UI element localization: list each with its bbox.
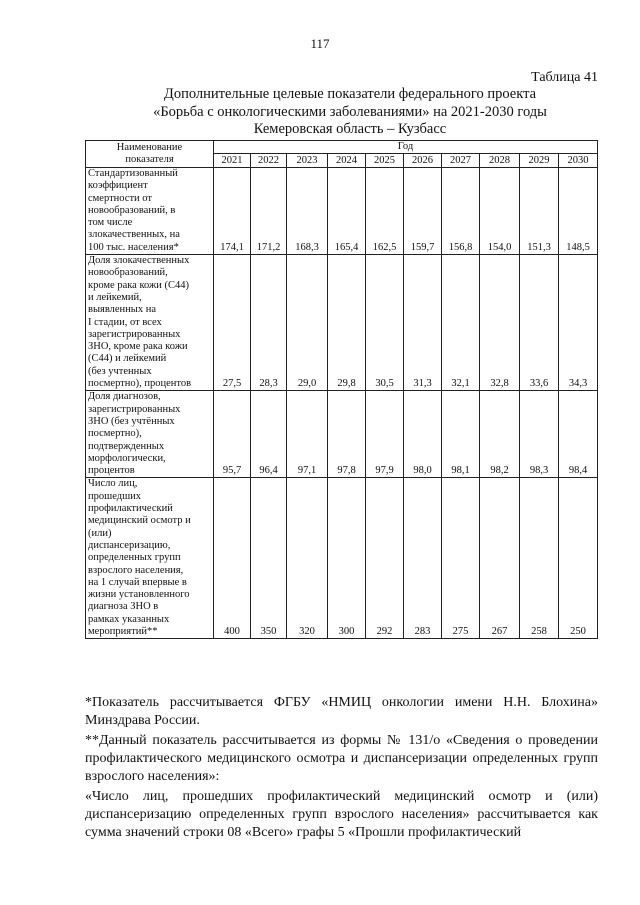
value-cell: 300 <box>328 478 366 639</box>
value-cell: 267 <box>480 478 520 639</box>
value-cell: 33,6 <box>520 255 559 391</box>
name-header-line1: Наименование <box>116 142 183 153</box>
table-label: Таблица 41 <box>531 70 598 85</box>
value-cell: 98,1 <box>442 391 480 478</box>
indicator-name-cell <box>86 255 214 391</box>
value-cell: 250 <box>559 478 598 639</box>
indicator-name-cell <box>86 391 214 478</box>
value-cell: 174,1 <box>214 168 251 255</box>
value-cell: 98,3 <box>520 391 559 478</box>
table-row <box>86 255 598 391</box>
value-cell: 258 <box>520 478 559 639</box>
indicators-table <box>85 140 598 639</box>
indicator-name-line: Число лиц, <box>88 478 138 490</box>
indicator-name-line: ЗНО (без учтённых <box>88 415 175 427</box>
indicator-name-line: выявленных на <box>88 304 157 316</box>
indicator-name-line: Доля злокачественных <box>88 255 190 267</box>
footnote-2: **Данный показатель рассчитывается из формы № 131/о «Сведения о проведении профилактического медицинского осмотра и диспансеризации определенных групп взрослого населения»: <box>85 733 598 784</box>
indicator-name-line: рамках указанных <box>88 613 170 625</box>
value-cell: 29,8 <box>328 255 366 391</box>
indicator-name-line: новообразований, в <box>88 204 176 216</box>
indicator-name-line: том числе <box>88 217 133 229</box>
value-cell: 29,0 <box>287 255 328 391</box>
indicator-name-line: мероприятий** <box>88 625 158 637</box>
indicator-name-line: (или) <box>88 527 112 539</box>
year-header-cell: 2029 <box>520 154 559 168</box>
indicator-name-line: ЗНО, кроме рака кожи <box>88 341 188 353</box>
indicator-name-line: смертности от <box>88 192 152 204</box>
indicator-name-line: медицинский осмотр и <box>88 515 191 527</box>
table-row <box>86 168 598 255</box>
value-cell: 32,1 <box>442 255 480 391</box>
footnote-3: «Число лиц, прошедших профилактический медицинский осмотр и (или) диспансеризацию определенных групп взрослого населения» рассчитывается как сумма значений строки 08 «Всего» графы 5 «Прошли профилактический <box>85 789 598 840</box>
indicator-name-line: и лейкемий, <box>88 291 142 303</box>
value-cell: 320 <box>287 478 328 639</box>
year-group-header: Год <box>214 141 598 154</box>
indicator-name-line: посмертно), процентов <box>88 378 192 390</box>
indicator-name-line: взрослого населения, <box>88 564 184 576</box>
value-cell: 292 <box>366 478 404 639</box>
year-header-cell: 2025 <box>366 154 404 168</box>
value-cell: 34,3 <box>559 255 598 391</box>
value-cell: 97,9 <box>366 391 404 478</box>
value-cell: 27,5 <box>214 255 251 391</box>
indicator-name-line: злокачественных, на <box>88 229 180 241</box>
year-header-cell: 2030 <box>559 154 598 168</box>
indicator-name-line: зарегистрированных <box>88 328 181 340</box>
indicator-name-line: (без учтенных <box>88 365 152 377</box>
indicator-name-line: профилактический <box>88 503 173 515</box>
year-header-cell: 2027 <box>442 154 480 168</box>
value-cell: 30,5 <box>366 255 404 391</box>
indicator-name-line: диспансеризацию, <box>88 539 171 551</box>
value-cell: 350 <box>251 478 287 639</box>
indicator-name-line: Доля диагнозов, <box>88 391 161 403</box>
year-header-cell: 2028 <box>480 154 520 168</box>
indicator-name-line: новообразований, <box>88 267 168 279</box>
indicator-name-line: коэффициент <box>88 180 148 192</box>
table-row <box>86 478 598 639</box>
year-header-cell: 2021 <box>214 154 251 168</box>
name-header-line2: показателя <box>125 154 174 165</box>
value-cell: 400 <box>214 478 251 639</box>
value-cell: 151,3 <box>520 168 559 255</box>
year-header-cell: 2023 <box>287 154 328 168</box>
footnote-1: *Показатель рассчитывается ФГБУ «НМИЦ онкологии имени Н.Н. Блохина» Минздрава России. <box>85 695 598 728</box>
value-cell: 154,0 <box>480 168 520 255</box>
value-cell: 97,1 <box>287 391 328 478</box>
indicator-name-line: процентов <box>88 465 135 477</box>
value-cell: 98,4 <box>559 391 598 478</box>
indicator-name-line: морфологически, <box>88 452 166 464</box>
value-cell: 159,7 <box>404 168 442 255</box>
value-cell: 96,4 <box>251 391 287 478</box>
title-line-1: Дополнительные целевые показатели федерального проекта <box>163 86 537 102</box>
indicator-name-cell <box>86 168 214 255</box>
indicator-name-line: Стандартизованный <box>88 168 178 179</box>
value-cell: 95,7 <box>214 391 251 478</box>
indicator-name-cell <box>86 478 214 639</box>
value-cell: 168,3 <box>287 168 328 255</box>
value-cell: 32,8 <box>480 255 520 391</box>
value-cell: 98,0 <box>404 391 442 478</box>
name-column-header <box>86 141 214 168</box>
year-header-cell: 2022 <box>251 154 287 168</box>
value-cell: 31,3 <box>404 255 442 391</box>
year-header-cell: 2024 <box>328 154 366 168</box>
indicator-name-line: I стадии, от всех <box>88 316 162 328</box>
table-row <box>86 391 598 478</box>
indicator-name-line: прошедших <box>88 490 142 502</box>
value-cell: 283 <box>404 478 442 639</box>
indicator-name-line: (С44) и лейкемий <box>88 353 167 365</box>
table-title <box>80 86 620 139</box>
title-line-3: Кемеровская область – Кузбасс <box>253 121 447 137</box>
page-number: 117 <box>310 36 330 51</box>
title-line-2: «Борьба с онкологическими заболеваниями» на 2021-2030 годы <box>153 103 547 120</box>
table-body <box>86 168 598 639</box>
footnotes <box>85 694 598 844</box>
value-cell: 275 <box>442 478 480 639</box>
value-cell: 162,5 <box>366 168 404 255</box>
indicator-name-line: посмертно), <box>88 428 142 440</box>
value-cell: 165,4 <box>328 168 366 255</box>
value-cell: 98,2 <box>480 391 520 478</box>
indicator-name-line: кроме рака кожи (С44) <box>88 279 190 291</box>
indicator-name-line: на 1 случай впервые в <box>88 576 187 588</box>
indicator-name-line: диагноза ЗНО в <box>88 601 159 613</box>
value-cell: 28,3 <box>251 255 287 391</box>
value-cell: 171,2 <box>251 168 287 255</box>
value-cell: 156,8 <box>442 168 480 255</box>
indicator-name-line: жизни установленного <box>88 589 190 601</box>
value-cell: 148,5 <box>559 168 598 255</box>
indicator-name-line: зарегистрированных <box>88 403 181 415</box>
year-header-cell: 2026 <box>404 154 442 168</box>
indicator-name-line: 100 тыс. населения* <box>88 241 179 253</box>
indicator-name-line: определенных групп <box>88 552 181 564</box>
value-cell: 97,8 <box>328 391 366 478</box>
indicator-name-line: подтвержденных <box>88 440 165 452</box>
